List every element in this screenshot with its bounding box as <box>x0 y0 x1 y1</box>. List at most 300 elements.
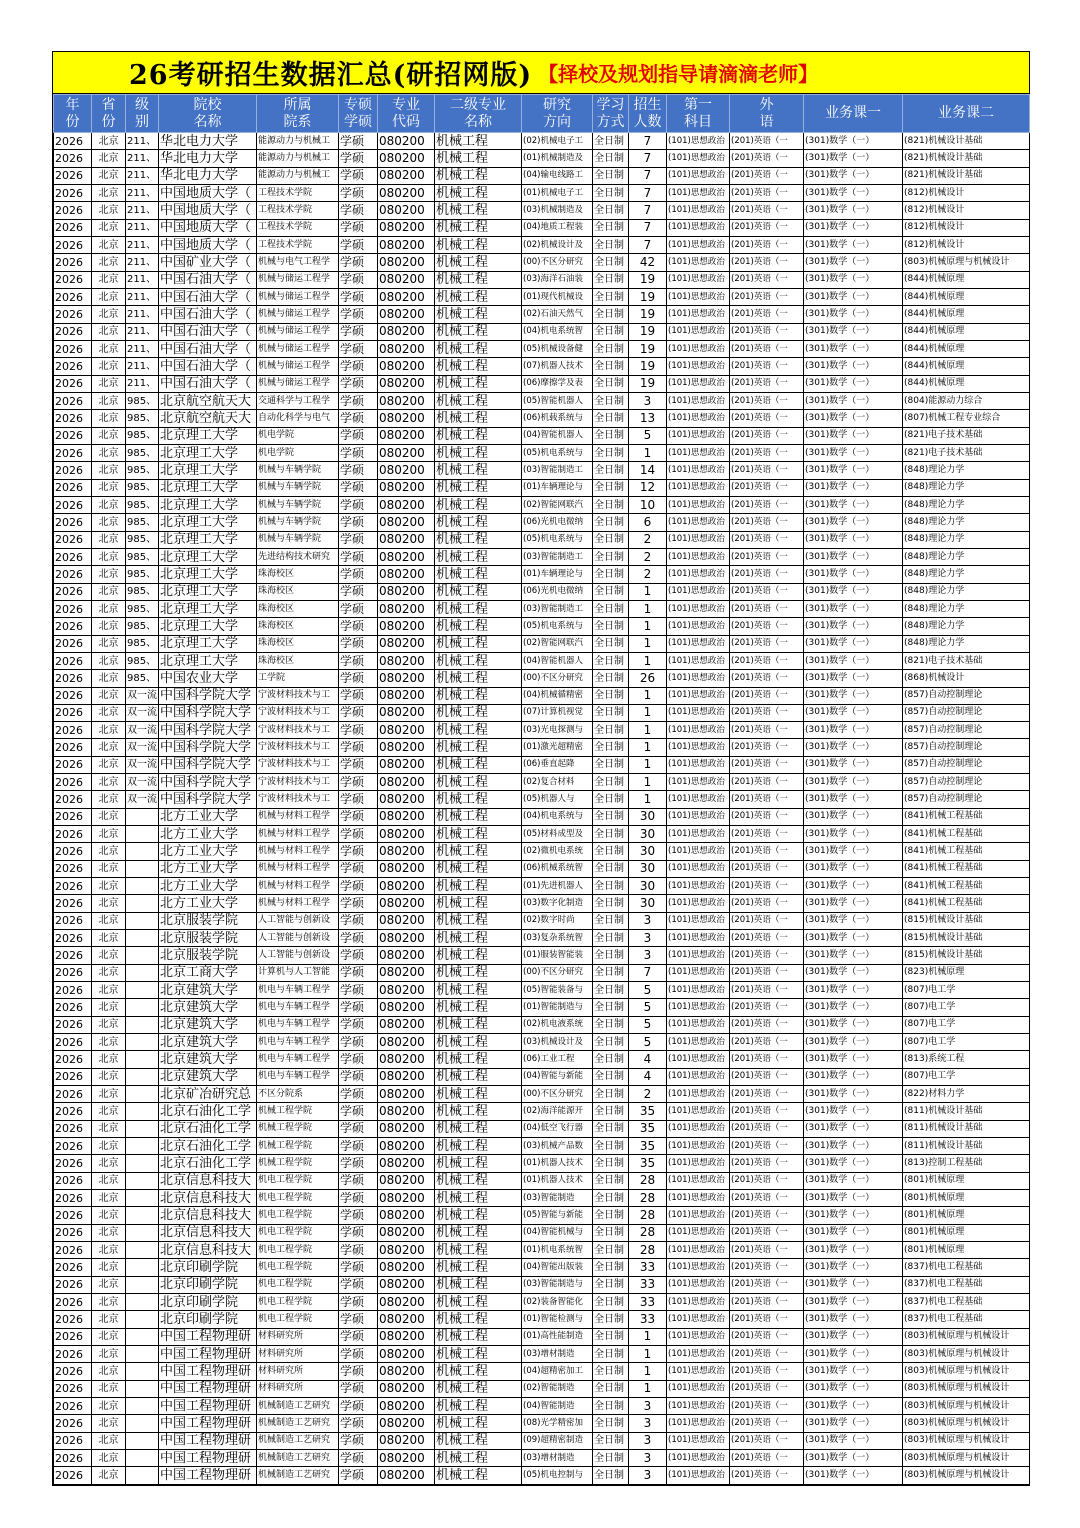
cell-dept[interactable]: 能源动力与机械工 <box>257 133 339 150</box>
cell-s4[interactable]: (857)自动控制理论 <box>903 704 1030 721</box>
cell-major[interactable]: 机械工程 <box>435 566 522 583</box>
cell-dir[interactable]: (09)超精密制造 <box>522 1432 593 1449</box>
cell-school[interactable]: 华北电力大学 <box>159 167 257 184</box>
cell-s3[interactable]: (301)数学（一） <box>804 184 903 201</box>
cell-major[interactable]: 机械工程 <box>435 323 522 340</box>
cell-s2[interactable]: (201)英语（一 <box>730 1293 804 1310</box>
cell-s1[interactable]: (101)思想政治 <box>667 722 730 739</box>
cell-type[interactable]: 学硕 <box>339 1086 378 1103</box>
cell-dir[interactable]: (05)机电系统与 <box>522 531 593 548</box>
cell-type[interactable]: 学硕 <box>339 1138 378 1155</box>
cell-s1[interactable]: (101)思想政治 <box>667 583 730 600</box>
cell-prov[interactable]: 北京 <box>92 150 126 167</box>
cell-school[interactable]: 北京印刷学院 <box>159 1259 257 1276</box>
cell-s1[interactable]: (101)思想政治 <box>667 1120 730 1137</box>
cell-num[interactable]: 3 <box>629 947 667 964</box>
cell-s1[interactable]: (101)思想政治 <box>667 1415 730 1432</box>
cell-mode[interactable]: 全日制 <box>593 912 629 929</box>
cell-dir[interactable]: (01)机器人技术 <box>522 1172 593 1189</box>
cell-year[interactable]: 2026 <box>54 1120 92 1137</box>
cell-dir[interactable]: (04)超精密加工 <box>522 1363 593 1380</box>
cell-mode[interactable]: 全日制 <box>593 635 629 652</box>
cell-dir[interactable]: (00)不区分研究 <box>522 1086 593 1103</box>
cell-year[interactable]: 2026 <box>54 1016 92 1033</box>
cell-code[interactable]: 080200 <box>378 618 435 635</box>
cell-lvl[interactable]: 985、 <box>126 531 159 548</box>
cell-type[interactable]: 学硕 <box>339 375 378 392</box>
cell-mode[interactable]: 全日制 <box>593 704 629 721</box>
cell-type[interactable]: 学硕 <box>339 964 378 981</box>
cell-major[interactable]: 机械工程 <box>435 912 522 929</box>
cell-lvl[interactable]: 双一流 <box>126 722 159 739</box>
cell-mode[interactable]: 全日制 <box>593 1259 629 1276</box>
cell-dir[interactable]: (07)机器人技术 <box>522 358 593 375</box>
cell-mode[interactable]: 全日制 <box>593 1328 629 1345</box>
cell-s3[interactable]: (301)数学（一） <box>804 496 903 513</box>
cell-mode[interactable]: 全日制 <box>593 288 629 305</box>
cell-code[interactable]: 080200 <box>378 982 435 999</box>
cell-major[interactable]: 机械工程 <box>435 167 522 184</box>
cell-dept[interactable]: 机械与储运工程学 <box>257 306 339 323</box>
cell-s4[interactable]: (811)机械设计基础 <box>903 1103 1030 1120</box>
cell-s4[interactable]: (807)机械工程专业综合 <box>903 410 1030 427</box>
cell-code[interactable]: 080200 <box>378 722 435 739</box>
cell-mode[interactable]: 全日制 <box>593 410 629 427</box>
cell-year[interactable]: 2026 <box>54 739 92 756</box>
cell-code[interactable]: 080200 <box>378 1293 435 1310</box>
cell-code[interactable]: 080200 <box>378 774 435 791</box>
cell-dir[interactable]: (00)不区分研究 <box>522 670 593 687</box>
cell-s2[interactable]: (201)英语（一 <box>730 895 804 912</box>
cell-school[interactable]: 北京信息科技大 <box>159 1172 257 1189</box>
cell-year[interactable]: 2026 <box>54 1363 92 1380</box>
cell-mode[interactable]: 全日制 <box>593 1397 629 1414</box>
cell-year[interactable]: 2026 <box>54 600 92 617</box>
cell-dir[interactable]: (02)智能网联汽 <box>522 496 593 513</box>
cell-dir[interactable]: (07)计算机视觉 <box>522 704 593 721</box>
cell-lvl[interactable] <box>126 1016 159 1033</box>
cell-s4[interactable]: (844)机械原理 <box>903 340 1030 357</box>
cell-major[interactable]: 机械工程 <box>435 704 522 721</box>
cell-s3[interactable]: (301)数学（一） <box>804 930 903 947</box>
cell-type[interactable]: 学硕 <box>339 982 378 999</box>
cell-type[interactable]: 学硕 <box>339 444 378 461</box>
cell-s4[interactable]: (803)机械原理与机械设计 <box>903 1415 1030 1432</box>
cell-dir[interactable]: (06)光机电微纳 <box>522 583 593 600</box>
cell-type[interactable]: 学硕 <box>339 202 378 219</box>
cell-s1[interactable]: (101)思想政治 <box>667 427 730 444</box>
cell-school[interactable]: 中国工程物理研 <box>159 1345 257 1362</box>
column-header-dir[interactable]: 研究 方向 <box>522 95 593 133</box>
cell-code[interactable]: 080200 <box>378 514 435 531</box>
cell-s2[interactable]: (201)英语（一 <box>730 1259 804 1276</box>
cell-major[interactable]: 机械工程 <box>435 479 522 496</box>
cell-s3[interactable]: (301)数学（一） <box>804 1016 903 1033</box>
cell-school[interactable]: 中国科学院大学 <box>159 791 257 808</box>
cell-s2[interactable]: (201)英语（一 <box>730 1172 804 1189</box>
cell-school[interactable]: 华北电力大学 <box>159 150 257 167</box>
cell-prov[interactable]: 北京 <box>92 583 126 600</box>
cell-s3[interactable]: (301)数学（一） <box>804 427 903 444</box>
cell-lvl[interactable] <box>126 1415 159 1432</box>
cell-school[interactable]: 北京印刷学院 <box>159 1311 257 1328</box>
cell-major[interactable]: 机械工程 <box>435 1224 522 1241</box>
cell-prov[interactable]: 北京 <box>92 392 126 409</box>
cell-code[interactable]: 080200 <box>378 635 435 652</box>
cell-s3[interactable]: (301)数学（一） <box>804 999 903 1016</box>
cell-type[interactable]: 学硕 <box>339 1467 378 1484</box>
cell-s3[interactable]: (301)数学（一） <box>804 774 903 791</box>
cell-code[interactable]: 080200 <box>378 1415 435 1432</box>
cell-dir[interactable]: (02)机电液系统 <box>522 1016 593 1033</box>
cell-s1[interactable]: (101)思想政治 <box>667 496 730 513</box>
cell-s4[interactable]: (857)自动控制理论 <box>903 739 1030 756</box>
cell-dept[interactable]: 机械与材料工程学 <box>257 808 339 825</box>
cell-prov[interactable]: 北京 <box>92 687 126 704</box>
cell-year[interactable]: 2026 <box>54 254 92 271</box>
cell-s4[interactable]: (801)机械原理 <box>903 1207 1030 1224</box>
cell-type[interactable]: 学硕 <box>339 479 378 496</box>
cell-dept[interactable]: 机电工程学院 <box>257 1259 339 1276</box>
cell-mode[interactable]: 全日制 <box>593 1155 629 1172</box>
cell-s4[interactable]: (821)电子技术基础 <box>903 444 1030 461</box>
cell-prov[interactable]: 北京 <box>92 1224 126 1241</box>
cell-code[interactable]: 080200 <box>378 1207 435 1224</box>
cell-school[interactable]: 中国科学院大学 <box>159 756 257 773</box>
cell-s4[interactable]: (801)机械原理 <box>903 1242 1030 1259</box>
cell-num[interactable]: 30 <box>629 895 667 912</box>
cell-s4[interactable]: (841)机械工程基础 <box>903 878 1030 895</box>
cell-mode[interactable]: 全日制 <box>593 1120 629 1137</box>
cell-dept[interactable]: 机械与材料工程学 <box>257 843 339 860</box>
cell-s4[interactable]: (848)理论力学 <box>903 514 1030 531</box>
cell-s3[interactable]: (301)数学（一） <box>804 514 903 531</box>
cell-s2[interactable]: (201)英语（一 <box>730 410 804 427</box>
cell-year[interactable]: 2026 <box>54 271 92 288</box>
column-header-mode[interactable]: 学习 方式 <box>593 95 629 133</box>
cell-s3[interactable]: (301)数学（一） <box>804 618 903 635</box>
cell-num[interactable]: 1 <box>629 1345 667 1362</box>
cell-major[interactable]: 机械工程 <box>435 1328 522 1345</box>
cell-prov[interactable]: 北京 <box>92 1432 126 1449</box>
cell-year[interactable]: 2026 <box>54 860 92 877</box>
cell-s4[interactable]: (841)机械工程基础 <box>903 808 1030 825</box>
cell-school[interactable]: 北京信息科技大 <box>159 1190 257 1207</box>
cell-lvl[interactable] <box>126 843 159 860</box>
cell-s4[interactable]: (807)电工学 <box>903 999 1030 1016</box>
cell-dept[interactable]: 机械工程学院 <box>257 1120 339 1137</box>
cell-code[interactable]: 080200 <box>378 687 435 704</box>
cell-prov[interactable]: 北京 <box>92 1103 126 1120</box>
cell-school[interactable]: 北京建筑大学 <box>159 1051 257 1068</box>
cell-num[interactable]: 33 <box>629 1293 667 1310</box>
cell-dept[interactable]: 机电工程学院 <box>257 1242 339 1259</box>
cell-s1[interactable]: (101)思想政治 <box>667 1293 730 1310</box>
cell-mode[interactable]: 全日制 <box>593 548 629 565</box>
cell-code[interactable]: 080200 <box>378 843 435 860</box>
cell-type[interactable]: 学硕 <box>339 1224 378 1241</box>
cell-year[interactable]: 2026 <box>54 410 92 427</box>
cell-num[interactable]: 30 <box>629 860 667 877</box>
cell-prov[interactable]: 北京 <box>92 444 126 461</box>
cell-s3[interactable]: (301)数学（一） <box>804 912 903 929</box>
cell-s3[interactable]: (301)数学（一） <box>804 1051 903 1068</box>
cell-major[interactable]: 机械工程 <box>435 184 522 201</box>
cell-school[interactable]: 北京理工大学 <box>159 462 257 479</box>
cell-mode[interactable]: 全日制 <box>593 1311 629 1328</box>
cell-s2[interactable]: (201)英语（一 <box>730 254 804 271</box>
cell-s1[interactable]: (101)思想政治 <box>667 271 730 288</box>
cell-code[interactable]: 080200 <box>378 947 435 964</box>
cell-dept[interactable]: 珠海校区 <box>257 583 339 600</box>
cell-s3[interactable]: (301)数学（一） <box>804 947 903 964</box>
cell-major[interactable]: 机械工程 <box>435 1415 522 1432</box>
cell-dept[interactable]: 机电与车辆工程学 <box>257 1016 339 1033</box>
cell-year[interactable]: 2026 <box>54 358 92 375</box>
cell-mode[interactable]: 全日制 <box>593 254 629 271</box>
cell-lvl[interactable] <box>126 860 159 877</box>
cell-major[interactable]: 机械工程 <box>435 375 522 392</box>
cell-type[interactable]: 学硕 <box>339 756 378 773</box>
cell-school[interactable]: 中国地质大学（ <box>159 202 257 219</box>
cell-type[interactable]: 学硕 <box>339 1242 378 1259</box>
cell-s2[interactable]: (201)英语（一 <box>730 982 804 999</box>
cell-type[interactable]: 学硕 <box>339 1328 378 1345</box>
cell-type[interactable]: 学硕 <box>339 600 378 617</box>
cell-s3[interactable]: (301)数学（一） <box>804 860 903 877</box>
cell-s2[interactable]: (201)英语（一 <box>730 1086 804 1103</box>
cell-s4[interactable]: (848)理论力学 <box>903 462 1030 479</box>
cell-major[interactable]: 机械工程 <box>435 687 522 704</box>
cell-s4[interactable]: (857)自动控制理论 <box>903 756 1030 773</box>
cell-s2[interactable]: (201)英语（一 <box>730 1242 804 1259</box>
cell-school[interactable]: 北京建筑大学 <box>159 982 257 999</box>
cell-major[interactable]: 机械工程 <box>435 618 522 635</box>
cell-s3[interactable]: (301)数学（一） <box>804 1190 903 1207</box>
cell-school[interactable]: 北京建筑大学 <box>159 1068 257 1085</box>
cell-lvl[interactable]: 211、 <box>126 219 159 236</box>
cell-code[interactable]: 080200 <box>378 1172 435 1189</box>
cell-s4[interactable]: (844)机械原理 <box>903 271 1030 288</box>
cell-dir[interactable]: (03)智能制造与 <box>522 1276 593 1293</box>
cell-num[interactable]: 1 <box>629 756 667 773</box>
cell-type[interactable]: 学硕 <box>339 722 378 739</box>
cell-num[interactable]: 1 <box>629 739 667 756</box>
cell-mode[interactable]: 全日制 <box>593 1276 629 1293</box>
cell-lvl[interactable]: 211、 <box>126 375 159 392</box>
cell-s1[interactable]: (101)思想政治 <box>667 1467 730 1484</box>
cell-code[interactable]: 080200 <box>378 184 435 201</box>
cell-type[interactable]: 学硕 <box>339 947 378 964</box>
cell-dept[interactable]: 工程技术学院 <box>257 236 339 253</box>
cell-num[interactable]: 5 <box>629 427 667 444</box>
cell-dept[interactable]: 机械与车辆学院 <box>257 514 339 531</box>
cell-prov[interactable]: 北京 <box>92 878 126 895</box>
cell-dir[interactable]: (04)机械循精密 <box>522 687 593 704</box>
cell-lvl[interactable]: 985、 <box>126 548 159 565</box>
cell-major[interactable]: 机械工程 <box>435 514 522 531</box>
cell-num[interactable]: 7 <box>629 236 667 253</box>
cell-code[interactable]: 080200 <box>378 964 435 981</box>
cell-dept[interactable]: 机电工程学院 <box>257 1207 339 1224</box>
cell-year[interactable]: 2026 <box>54 1190 92 1207</box>
cell-type[interactable]: 学硕 <box>339 219 378 236</box>
cell-year[interactable]: 2026 <box>54 1034 92 1051</box>
cell-num[interactable]: 19 <box>629 375 667 392</box>
cell-s4[interactable]: (803)机械原理与机械设计 <box>903 254 1030 271</box>
cell-s1[interactable]: (101)思想政治 <box>667 1051 730 1068</box>
cell-s4[interactable]: (804)能源动力综合 <box>903 392 1030 409</box>
cell-major[interactable]: 机械工程 <box>435 1016 522 1033</box>
cell-s3[interactable]: (301)数学（一） <box>804 254 903 271</box>
cell-year[interactable]: 2026 <box>54 1415 92 1432</box>
cell-mode[interactable]: 全日制 <box>593 427 629 444</box>
cell-code[interactable]: 080200 <box>378 410 435 427</box>
cell-s3[interactable]: (301)数学（一） <box>804 548 903 565</box>
cell-school[interactable]: 北京印刷学院 <box>159 1293 257 1310</box>
cell-dept[interactable]: 机电工程学院 <box>257 1276 339 1293</box>
cell-num[interactable]: 5 <box>629 1016 667 1033</box>
cell-school[interactable]: 中国工程物理研 <box>159 1432 257 1449</box>
cell-school[interactable]: 北京理工大学 <box>159 496 257 513</box>
cell-type[interactable]: 学硕 <box>339 462 378 479</box>
cell-prov[interactable]: 北京 <box>92 288 126 305</box>
cell-s4[interactable]: (813)控制工程基础 <box>903 1155 1030 1172</box>
cell-school[interactable]: 北京理工大学 <box>159 652 257 669</box>
cell-dir[interactable]: (02)机械电子工 <box>522 133 593 150</box>
cell-s4[interactable]: (837)机电工程基础 <box>903 1293 1030 1310</box>
cell-dir[interactable]: (04)智能机器人 <box>522 652 593 669</box>
cell-prov[interactable]: 北京 <box>92 1311 126 1328</box>
cell-school[interactable]: 中国科学院大学 <box>159 722 257 739</box>
cell-year[interactable]: 2026 <box>54 531 92 548</box>
cell-mode[interactable]: 全日制 <box>593 306 629 323</box>
cell-prov[interactable]: 北京 <box>92 1467 126 1484</box>
cell-s4[interactable]: (848)理论力学 <box>903 531 1030 548</box>
cell-s1[interactable]: (101)思想政治 <box>667 1363 730 1380</box>
cell-dir[interactable]: (04)智能机械与 <box>522 1224 593 1241</box>
column-header-school[interactable]: 院校 名称 <box>159 95 257 133</box>
cell-dir[interactable]: (03)智能制造工 <box>522 462 593 479</box>
cell-lvl[interactable]: 985、 <box>126 652 159 669</box>
cell-major[interactable]: 机械工程 <box>435 1068 522 1085</box>
cell-school[interactable]: 中国石油大学（ <box>159 358 257 375</box>
cell-s3[interactable]: (301)数学（一） <box>804 1155 903 1172</box>
column-header-major[interactable]: 二级专业 名称 <box>435 95 522 133</box>
cell-dir[interactable]: (05)智能机器人 <box>522 392 593 409</box>
cell-major[interactable]: 机械工程 <box>435 271 522 288</box>
cell-s3[interactable]: (301)数学（一） <box>804 1138 903 1155</box>
cell-school[interactable]: 华北电力大学 <box>159 133 257 150</box>
cell-prov[interactable]: 北京 <box>92 1276 126 1293</box>
cell-prov[interactable]: 北京 <box>92 600 126 617</box>
cell-s3[interactable]: (301)数学（一） <box>804 982 903 999</box>
cell-major[interactable]: 机械工程 <box>435 1190 522 1207</box>
cell-prov[interactable]: 北京 <box>92 1138 126 1155</box>
cell-school[interactable]: 北京石油化工学 <box>159 1138 257 1155</box>
cell-dept[interactable]: 材料研究所 <box>257 1328 339 1345</box>
cell-num[interactable]: 7 <box>629 202 667 219</box>
cell-school[interactable]: 北京石油化工学 <box>159 1155 257 1172</box>
cell-year[interactable]: 2026 <box>54 808 92 825</box>
cell-s1[interactable]: (101)思想政治 <box>667 358 730 375</box>
cell-year[interactable]: 2026 <box>54 1051 92 1068</box>
cell-type[interactable]: 学硕 <box>339 496 378 513</box>
cell-code[interactable]: 080200 <box>378 860 435 877</box>
cell-dir[interactable]: (05)智能与新能 <box>522 1207 593 1224</box>
cell-mode[interactable]: 全日制 <box>593 1415 629 1432</box>
cell-year[interactable]: 2026 <box>54 583 92 600</box>
cell-s1[interactable]: (101)思想政治 <box>667 548 730 565</box>
cell-mode[interactable]: 全日制 <box>593 323 629 340</box>
cell-s2[interactable]: (201)英语（一 <box>730 566 804 583</box>
cell-type[interactable]: 学硕 <box>339 150 378 167</box>
cell-year[interactable]: 2026 <box>54 826 92 843</box>
cell-num[interactable]: 3 <box>629 1432 667 1449</box>
cell-s1[interactable]: (101)思想政治 <box>667 826 730 843</box>
cell-mode[interactable]: 全日制 <box>593 566 629 583</box>
cell-s2[interactable]: (201)英语（一 <box>730 1016 804 1033</box>
cell-code[interactable]: 080200 <box>378 202 435 219</box>
cell-s1[interactable]: (101)思想政治 <box>667 756 730 773</box>
cell-lvl[interactable]: 985、 <box>126 514 159 531</box>
cell-s1[interactable]: (101)思想政治 <box>667 1034 730 1051</box>
cell-s2[interactable]: (201)英语（一 <box>730 912 804 929</box>
cell-prov[interactable]: 北京 <box>92 1259 126 1276</box>
cell-s2[interactable]: (201)英语（一 <box>730 1328 804 1345</box>
cell-major[interactable]: 机械工程 <box>435 1242 522 1259</box>
cell-num[interactable]: 7 <box>629 964 667 981</box>
cell-s2[interactable]: (201)英语（一 <box>730 202 804 219</box>
cell-s3[interactable]: (301)数学（一） <box>804 895 903 912</box>
cell-num[interactable]: 2 <box>629 531 667 548</box>
cell-prov[interactable]: 北京 <box>92 1242 126 1259</box>
cell-type[interactable]: 学硕 <box>339 1016 378 1033</box>
cell-s2[interactable]: (201)英语（一 <box>730 1345 804 1362</box>
cell-s4[interactable]: (812)机械设计 <box>903 219 1030 236</box>
cell-s3[interactable]: (301)数学（一） <box>804 1172 903 1189</box>
cell-num[interactable]: 1 <box>629 652 667 669</box>
cell-type[interactable]: 学硕 <box>339 1345 378 1362</box>
cell-lvl[interactable]: 211、 <box>126 150 159 167</box>
cell-lvl[interactable]: 985、 <box>126 479 159 496</box>
cell-dept[interactable]: 计算机与人工智能 <box>257 964 339 981</box>
cell-major[interactable]: 机械工程 <box>435 1467 522 1484</box>
column-header-s1[interactable]: 第一 科目 <box>667 95 730 133</box>
cell-num[interactable]: 35 <box>629 1138 667 1155</box>
cell-s2[interactable]: (201)英语（一 <box>730 791 804 808</box>
cell-mode[interactable]: 全日制 <box>593 1016 629 1033</box>
cell-school[interactable]: 中国科学院大学 <box>159 704 257 721</box>
cell-lvl[interactable]: 985、 <box>126 670 159 687</box>
cell-dir[interactable]: (06)机械系统智 <box>522 860 593 877</box>
cell-prov[interactable]: 北京 <box>92 133 126 150</box>
cell-s3[interactable]: (301)数学（一） <box>804 1328 903 1345</box>
cell-s4[interactable]: (844)机械原理 <box>903 375 1030 392</box>
cell-type[interactable]: 学硕 <box>339 1449 378 1466</box>
cell-s3[interactable]: (301)数学（一） <box>804 1086 903 1103</box>
cell-s1[interactable]: (101)思想政治 <box>667 1103 730 1120</box>
cell-dir[interactable]: (01)激光超精密 <box>522 739 593 756</box>
cell-year[interactable]: 2026 <box>54 184 92 201</box>
cell-dir[interactable]: (02)智能网联汽 <box>522 635 593 652</box>
cell-major[interactable]: 机械工程 <box>435 722 522 739</box>
cell-s4[interactable]: (848)理论力学 <box>903 496 1030 513</box>
cell-mode[interactable]: 全日制 <box>593 722 629 739</box>
cell-year[interactable]: 2026 <box>54 964 92 981</box>
cell-school[interactable]: 中国石油大学（ <box>159 323 257 340</box>
cell-major[interactable]: 机械工程 <box>435 930 522 947</box>
